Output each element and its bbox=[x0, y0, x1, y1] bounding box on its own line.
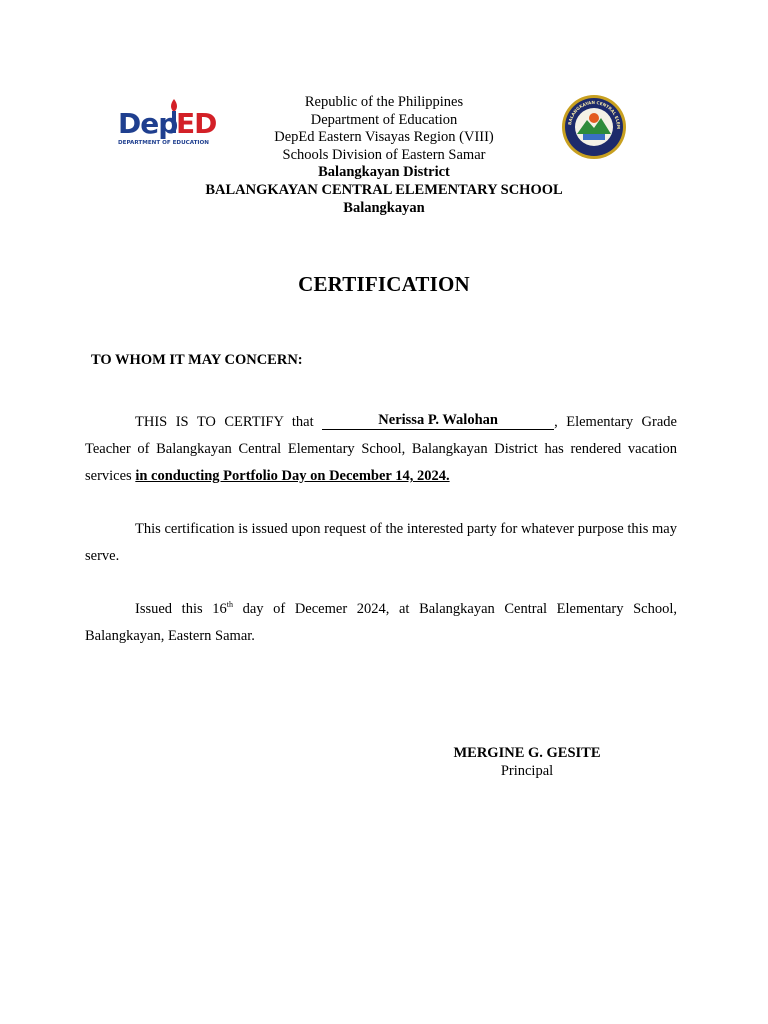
salutation: TO WHOM IT MAY CONCERN: bbox=[91, 352, 303, 368]
signatory-name: MERGINE G. GESITE bbox=[453, 745, 601, 761]
certified-person-name: Nerissa P. Walohan bbox=[322, 412, 554, 430]
signature-block bbox=[427, 744, 627, 780]
certification-paragraph bbox=[85, 409, 677, 490]
certify-lead-text: THIS IS TO CERTIFY that bbox=[135, 414, 323, 430]
issued-lead-text: Issued this 16 bbox=[135, 601, 227, 617]
signatory-position: Principal bbox=[500, 763, 554, 779]
purpose-text: This certification is issued upon request of the interested party for whatever purpose this may serve. bbox=[85, 521, 677, 564]
ordinal-suffix: th bbox=[226, 600, 233, 610]
header-school-name: BALANGKAYAN CENTRAL ELEMENTARY SCHOOL bbox=[205, 181, 563, 198]
header-line-region: DepEd Eastern Visayas Region (VIII) bbox=[274, 129, 494, 146]
svg-text:Dep: Dep bbox=[118, 107, 178, 140]
header-line-country: Republic of the Philippines bbox=[304, 94, 464, 110]
header-town: Balangkayan bbox=[343, 199, 425, 216]
issued-rest-text: day of Decemer 2024, at Balangkayan Central Elementary School, Balangkayan, Eastern Samar. bbox=[85, 601, 678, 644]
service-description: in conducting Portfolio Day on December 14, 2024. bbox=[135, 468, 450, 484]
purpose-paragraph bbox=[85, 516, 677, 570]
svg-text:DEPARTMENT OF EDUCATION: DEPARTMENT OF EDUCATION bbox=[118, 140, 209, 146]
header-line-department: Department of Education bbox=[310, 111, 458, 128]
header-district: Balangkayan District bbox=[318, 164, 450, 181]
letterhead bbox=[0, 94, 768, 217]
issuance-paragraph bbox=[85, 596, 677, 650]
certify-body-text: , Elementary Grade Teacher of Balangkayan Central Elementary School, Balangkayan District has rendered vacation services bbox=[85, 414, 677, 484]
header-line-division: Schools Division of Eastern Samar bbox=[282, 146, 486, 163]
svg-text:ED: ED bbox=[176, 107, 217, 140]
document-title: CERTIFICATION bbox=[298, 272, 470, 296]
svg-text:BALANGKAYAN CENTRAL ELEMENTARY: BALANGKAYAN CENTRAL ELEM bbox=[567, 99, 622, 130]
